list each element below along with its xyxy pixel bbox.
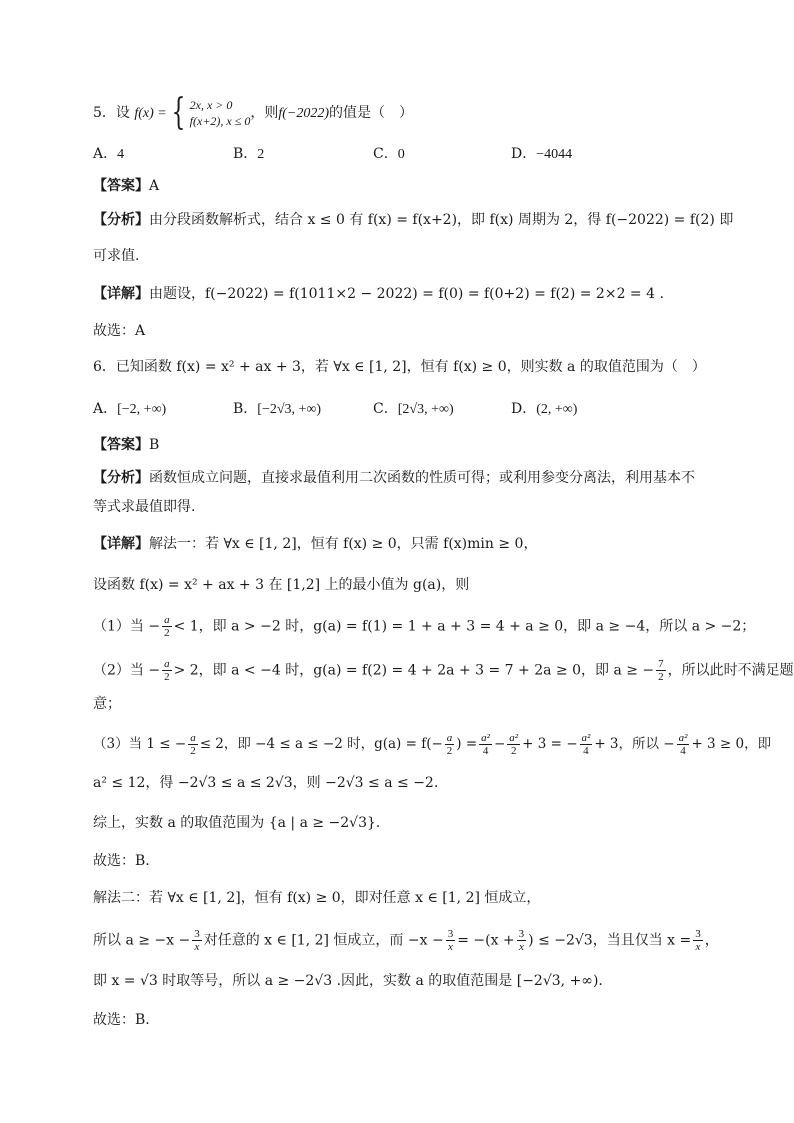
piecewise-case-1: 2x, x > 0 [189,98,233,112]
detail-text: 由题设，f(−2022) = f(1011×2 − 2022) = f(0) = f(0+2) = f(2) = 2×2 = 4 . [149,286,664,302]
answer-tag: 【答案】 [93,437,149,453]
fraction [677,732,690,757]
frac-den: x [695,941,701,953]
option-label: D． [511,401,537,417]
case-text: < 1，即 a > −2 时，g(a) = f(1) = 1 + a + 3 = 4 + a ≥ 0，即 a ≥ −4，所以 a > −2； [173,618,756,635]
q5-answer [93,175,159,197]
frac-den: 4 [482,745,489,757]
q5-option-d [511,143,572,166]
q5-option-a [93,143,124,166]
frac-den: 2 [190,745,196,757]
answer-value: B [149,437,160,453]
detail-text: 即 x = √3 时取等号，所以 a ≥ −2√3 .因此，实数 a 的取值范围是 [−2√3, +∞). [93,973,603,989]
option-label: A． [93,146,118,162]
option-value: 0 [397,147,405,162]
fraction [446,928,456,953]
case-text: a² ≤ 12，得 −2√3 ≤ a ≤ 2√3，则 −2√3 ≤ a ≤ −2. [93,775,439,791]
frac-den: 4 [680,745,686,757]
q5-text-c: 的值是（ ） [329,105,413,121]
case-text: （3）当 1 ≤ − [93,736,187,752]
frac-num: 3 [518,928,525,940]
option-value: 2 [257,147,265,162]
q6-stem [93,356,706,378]
frac-den: x [448,941,453,953]
q5-fx-expr: f(−2022) [278,106,329,121]
q5-text: 设 [115,105,130,121]
fraction [162,658,172,683]
fraction [580,732,593,757]
frac-den: x [518,941,524,953]
case-text: > 2，即 a < −4 时，g(a) = f(2) = 4 + 2a + 3 = 7 + 2a ≥ 0，即 a ≥ − [173,662,655,679]
option-label: C． [373,146,398,162]
q6-summary [93,812,380,834]
frac-num: 3 [194,928,200,940]
option-value: (2, +∞) [536,402,578,417]
q6-method1-line2 [93,574,469,596]
choose-text: 故选：B. [93,853,150,869]
frac-num: a [446,732,453,744]
q5-func-lhs: f(x) = [134,106,167,121]
q5-analysis-line2 [93,245,139,267]
analysis-text: 等式求最值即得. [93,499,196,515]
detail-text: = −(x + [457,932,515,949]
fraction [517,928,527,953]
case-text: （2）当 − [93,662,161,679]
case-text: 意； [93,696,121,712]
frac-num: a² [509,732,519,744]
q6-method2-line2 [93,928,719,953]
frac-den: x [194,941,200,953]
q6-answer [93,434,159,456]
analysis-tag: 【分析】 [93,212,149,228]
case-text: + 3，所以 − [594,736,675,752]
q6-case2-line2 [93,693,121,715]
q5-number: 5． [93,105,116,121]
detail-text: ) ≤ −2√3，当且仅当 x = [528,932,692,949]
piecewise-case-2: f(x+2), x ≤ 0 [189,114,251,128]
frac-num: a² [678,732,688,744]
q5-detail [93,283,664,305]
frac-den: 2 [164,627,170,639]
q6-analysis-line2 [93,496,195,518]
q6-option-a [93,398,166,421]
q6-case2 [93,658,794,683]
piecewise-brace: { [171,92,186,133]
fraction [479,732,492,757]
analysis-text: 由分段函数解析式，结合 x ≤ 0 有 f(x) = f(x+2)，即 f(x) 周期为 2，得 f(−2022) = f(2) 即 [149,212,734,228]
q6-stem-text: 已知函数 f(x) = x² + ax + 3，若 ∀x ∈ [1, 2]，恒有 f(x) ≥ 0，则实数 a 的取值范围为（ ） [115,359,706,375]
analysis-text: 可求值. [93,248,140,264]
frac-num: a [164,614,170,626]
choose-text: 故选：B. [93,1012,150,1028]
detail-text: 所以 a ≥ −x − [93,932,191,949]
case-text: ≤ 2，即 −4 ≤ a ≤ −2 时，g(a) = f(− [199,736,443,752]
fraction [693,928,703,953]
case-text: − [493,736,506,752]
option-label: B． [233,146,258,162]
analysis-tag: 【分析】 [93,470,149,486]
case-text: + 3 ≥ 0，即 [691,736,772,752]
fraction [192,928,202,953]
option-value: [2√3, +∞) [397,402,454,417]
frac-num: a [164,658,170,670]
option-value: [−2√3, +∞) [257,402,322,417]
case-text: （1）当 − [93,618,161,635]
q6-method2-line3 [93,970,603,992]
analysis-text: 函数恒成立问题，直接求最值利用二次函数的性质可得；或利用参变分离法，利用基本不 [149,470,695,486]
q5-analysis [93,209,733,231]
frac-num: 3 [695,928,701,940]
q6-choose-1 [93,850,150,872]
option-value: 4 [117,147,125,162]
q6-choose-2 [93,1009,150,1031]
option-value: [−2, +∞) [117,402,167,417]
frac-num: a² [581,732,591,744]
detail-tag: 【详解】 [93,536,149,552]
q6-case3 [93,732,771,757]
option-label: A． [93,401,118,417]
q6-number: 6． [93,359,116,375]
frac-den: 4 [583,745,589,757]
fraction [188,732,198,757]
answer-tag: 【答案】 [93,178,149,194]
q6-method2-line1 [93,887,540,909]
q6-option-d [511,398,577,421]
q6-analysis [93,467,695,489]
fraction [445,732,455,757]
fraction [507,732,520,757]
q5-option-c [373,143,405,166]
frac-num: 3 [447,928,454,940]
q5-choose [93,320,145,342]
frac-num: a² [481,732,490,744]
frac-num: a [190,732,196,744]
detail-text: 解法二：若 ∀x ∈ [1, 2]，恒有 f(x) ≥ 0，即对任意 x ∈ [1, 2] 恒成立， [93,890,541,906]
frac-den: 2 [510,745,517,757]
case-text: ) = [456,736,478,752]
frac-den: 2 [658,671,664,683]
detail-tag: 【详解】 [93,286,149,302]
frac-den: 2 [446,745,453,757]
frac-num: 7 [658,658,664,670]
case-text: ，所以此时不满足题 [667,662,794,679]
q5-stem [93,92,413,133]
q6-detail-method1 [93,533,537,555]
detail-text: 设函数 f(x) = x² + ax + 3 在 [1,2] 上的最小值为 g(a)，则 [93,577,470,593]
option-label: B． [233,401,258,417]
frac-den: 2 [164,671,170,683]
fraction [162,614,172,639]
q6-option-c [373,398,454,421]
option-value: −4044 [536,147,573,162]
answer-value: A [149,178,160,194]
q5-text-b: ，则 [250,105,279,121]
case-text: + 3 = − [522,736,578,752]
fraction [656,658,666,683]
q6-option-b [233,398,321,421]
piecewise-cases [190,97,251,129]
option-label: C． [373,401,398,417]
choose-text: 故选：A [93,323,146,339]
option-label: D． [511,146,537,162]
q6-case1 [93,614,755,639]
detail-text: 对任意的 x ∈ [1, 2] 恒成立，而 −x − [203,932,444,949]
q5-option-b [233,143,264,166]
q6-case3-line2 [93,772,438,794]
summary-text: 综上，实数 a 的取值范围为 {a | a ≥ −2√3}. [93,815,381,831]
detail-text: 解法一：若 ∀x ∈ [1, 2]，恒有 f(x) ≥ 0，只需 f(x)min ≥ 0， [149,536,538,552]
detail-text: ， [704,932,719,949]
